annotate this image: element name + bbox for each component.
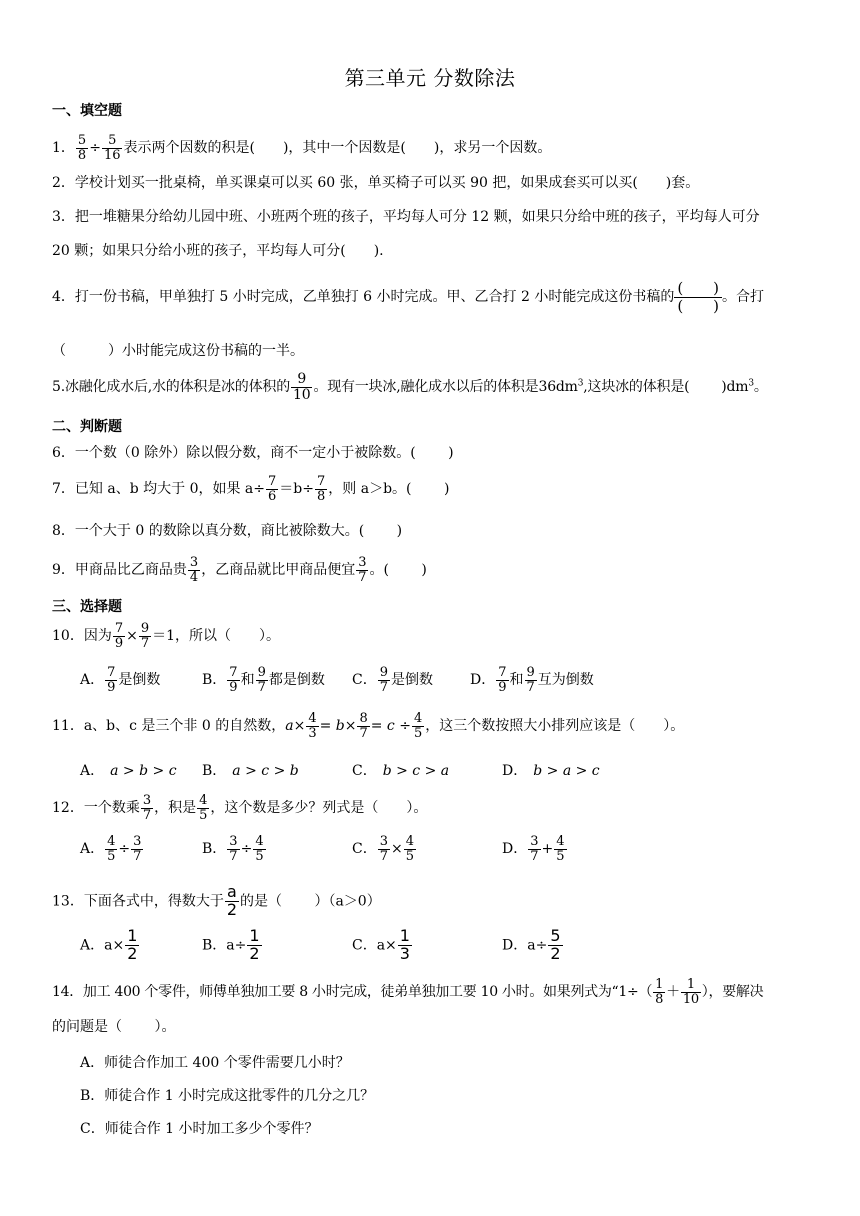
q11-expr-3: = c ÷ — [370, 718, 411, 735]
question-3-line-2: 20 颗；如果只分给小班的孩子，平均每人可分( ). — [52, 243, 384, 259]
q14-fraction-1: $\frac{1}{8}$ — [655, 977, 664, 1007]
q10-option-b[interactable]: B． $\frac{7}{9}$ 和 $\frac{9}{7}$ 都是倒数 — [202, 665, 325, 695]
q10-option-d[interactable]: D． $\frac{7}{9}$ 和 $\frac{9}{7}$ 互为倒数 — [470, 665, 594, 695]
q5-tail-2: ,这块冰的体积是( )dm — [583, 379, 749, 396]
q7-mid: ＝b÷ — [279, 481, 314, 498]
q13-option-a[interactable]: A．a× $\frac{1}{2}$ — [80, 926, 138, 963]
section-multiple-choice: 三、选择题 — [52, 599, 122, 615]
q7-fraction-1: $\frac{7}{6}$ — [268, 474, 277, 504]
question-9 — [52, 556, 427, 584]
q5-fraction: $\frac{9}{10}$ — [293, 371, 311, 403]
q9-mid: ，乙商品就比甲商品便宜 — [201, 562, 356, 579]
question-2: 2．学校计划买一批桌椅，单买课桌可以买 60 张，单买椅子可以买 90 把，如果成套买可以买( )套。 — [52, 175, 700, 191]
question-7 — [52, 475, 449, 503]
q13-text: 13．下面各式中，得数大于 — [52, 893, 224, 910]
q5-tail: 。现有一块冰,融化成水以后的体积是36dm — [313, 379, 578, 396]
q5-end: 。 — [753, 379, 768, 396]
q5-sup-2: 3 — [748, 378, 754, 389]
q14-plus: ＋ — [666, 984, 680, 1001]
q14-fraction-2: $\frac{1}{10}$ — [682, 977, 699, 1007]
question-12 — [52, 794, 427, 822]
q11-text: 11．a、b、c 是三个非 0 的自然数， — [52, 718, 286, 735]
question-3-line-1: 3．把一堆糖果分给幼儿园中班、小班两个班的孩子，平均每人可分 12 颗，如果只分给中班的孩子，平均每人可分 — [52, 209, 760, 225]
question-4 — [52, 280, 764, 314]
q10-end: ＝1，所以（ ）。 — [152, 628, 281, 645]
q13-option-b[interactable]: B．a÷ $\frac{1}{2}$ — [202, 926, 260, 963]
section-fill-blank: 一、填空题 — [52, 103, 122, 119]
question-5 — [52, 372, 768, 402]
q13-end: 的是（ ）（a＞0） — [240, 893, 381, 910]
q7-text: 7．已知 a、b 均大于 0，如果 a÷ — [52, 481, 266, 498]
q1-text: 表示两个因数的积是( )，其中一个因数是( )，求另一个因数。 — [123, 140, 552, 157]
q14-option-b[interactable]: B．师徒合作 1 小时完成这批零件的几分之几？ — [80, 1088, 375, 1104]
q10-option-a[interactable]: A． $\frac{7}{9}$ 是倒数 — [80, 665, 161, 695]
q11-fraction-2: $\frac{8}{7}$ — [359, 711, 368, 741]
q1-operator: ÷ — [89, 140, 101, 157]
q11-expr-1: a× — [285, 718, 306, 735]
q10-times: × — [126, 628, 138, 645]
q11-option-b[interactable]: B． a > c > b — [202, 763, 299, 779]
q14-option-c[interactable]: C．师徒合作 1 小时加工多少个零件？ — [80, 1121, 319, 1137]
q11-expr-2: = b× — [319, 718, 357, 735]
q12-mid: ，积是 — [154, 800, 197, 817]
q12-fraction-1: $\frac{3}{7}$ — [142, 793, 152, 823]
q7-end: ，则 a＞b。( ) — [328, 481, 450, 498]
q4-text: 4．打一份书稿，甲单独打 5 小时完成，乙单独打 6 小时完成。甲、乙合打 2 小时能完成这份书稿的 — [52, 289, 675, 305]
q9-fraction-2: $\frac{3}{7}$ — [358, 555, 367, 585]
q12-option-b[interactable]: B． $\frac{3}{7}$ ÷ $\frac{4}{5}$ — [202, 834, 264, 864]
question-6: 6．一个数（0 除外）除以假分数，商不一定小于被除数。( ) — [52, 445, 454, 461]
question-1 — [52, 134, 551, 162]
q12-fraction-2: $\frac{4}{5}$ — [199, 793, 208, 823]
question-13 — [52, 884, 381, 919]
q9-text: 9．甲商品比乙商品贵 — [52, 562, 187, 579]
q11-option-a[interactable]: A． a > b > c — [80, 763, 177, 779]
q7-fraction-2: $\frac{7}{8}$ — [317, 474, 326, 504]
q1-fraction-1: $\frac{5}{8}$ — [77, 133, 87, 163]
question-4-line-2: （ ）小时能完成这份书稿的一半。 — [52, 343, 304, 359]
q5-text: 5.冰融化成水后,水的体积是冰的体积的 — [52, 379, 291, 396]
q4-tail: 。合打 — [722, 289, 765, 305]
q12-option-a[interactable]: A． $\frac{4}{5}$ ÷ $\frac{3}{7}$ — [80, 834, 142, 864]
q13-option-d[interactable]: D．a÷ $\frac{5}{2}$ — [502, 926, 561, 963]
q13-fraction: $\frac{a}{2}$ — [226, 882, 238, 919]
page-title: 第三单元 分数除法 — [344, 66, 516, 90]
q12-option-d[interactable]: D． $\frac{3}{7}$ + $\frac{4}{5}$ — [502, 834, 565, 864]
q11-end: ，这三个数按照大小排列应该是（ ）。 — [425, 718, 685, 735]
q11-option-d[interactable]: D． b > a > c — [502, 763, 600, 779]
q1-number: 1． — [52, 140, 75, 157]
q10-fraction-1: $\frac{7}{9}$ — [114, 621, 124, 651]
q14-end: ），要解决 — [701, 984, 764, 1001]
q9-fraction-1: $\frac{3}{4}$ — [189, 555, 199, 585]
q10-option-c[interactable]: C． $\frac{9}{7}$ 是倒数 — [352, 665, 433, 695]
q13-option-c[interactable]: C．a× $\frac{1}{3}$ — [352, 926, 410, 963]
q1-fraction-2: $\frac{5}{16}$ — [103, 133, 121, 163]
q12-end: ，这个数是多少？列式是（ ）。 — [210, 800, 428, 817]
q12-option-c[interactable]: C． $\frac{3}{7}$ × $\frac{4}{5}$ — [352, 834, 415, 864]
q5-sup-1: 3 — [577, 378, 584, 389]
question-10 — [52, 622, 280, 650]
q14-option-a[interactable]: A．师徒合作加工 400 个零件需要几小时？ — [80, 1055, 350, 1071]
q9-end: 。( ) — [369, 562, 427, 579]
q10-fraction-2: $\frac{9}{7}$ — [140, 621, 150, 651]
q12-text: 12．一个数乘 — [52, 800, 140, 817]
section-true-false: 二、判断题 — [52, 419, 122, 435]
question-14-line-2: 的问题是（ ）。 — [52, 1019, 176, 1035]
question-11 — [52, 712, 684, 740]
q14-text: 14．加工 400 个零件，师傅单独加工要 8 小时完成，徒弟单独加工要 10 小时。如果列式为“1÷（ — [52, 984, 653, 1001]
q4-blank-fraction: $\frac{( )}{( )}$ — [674, 280, 722, 314]
question-14 — [52, 978, 763, 1006]
q11-fraction-3: $\frac{4}{5}$ — [413, 711, 423, 741]
q11-fraction-1: $\frac{4}{3}$ — [308, 711, 317, 741]
question-8: 8．一个大于 0 的数除以真分数，商比被除数大。( ) — [52, 523, 403, 539]
q11-option-c[interactable]: C． b > c > a — [352, 763, 450, 779]
q10-text: 10．因为 — [52, 628, 112, 645]
